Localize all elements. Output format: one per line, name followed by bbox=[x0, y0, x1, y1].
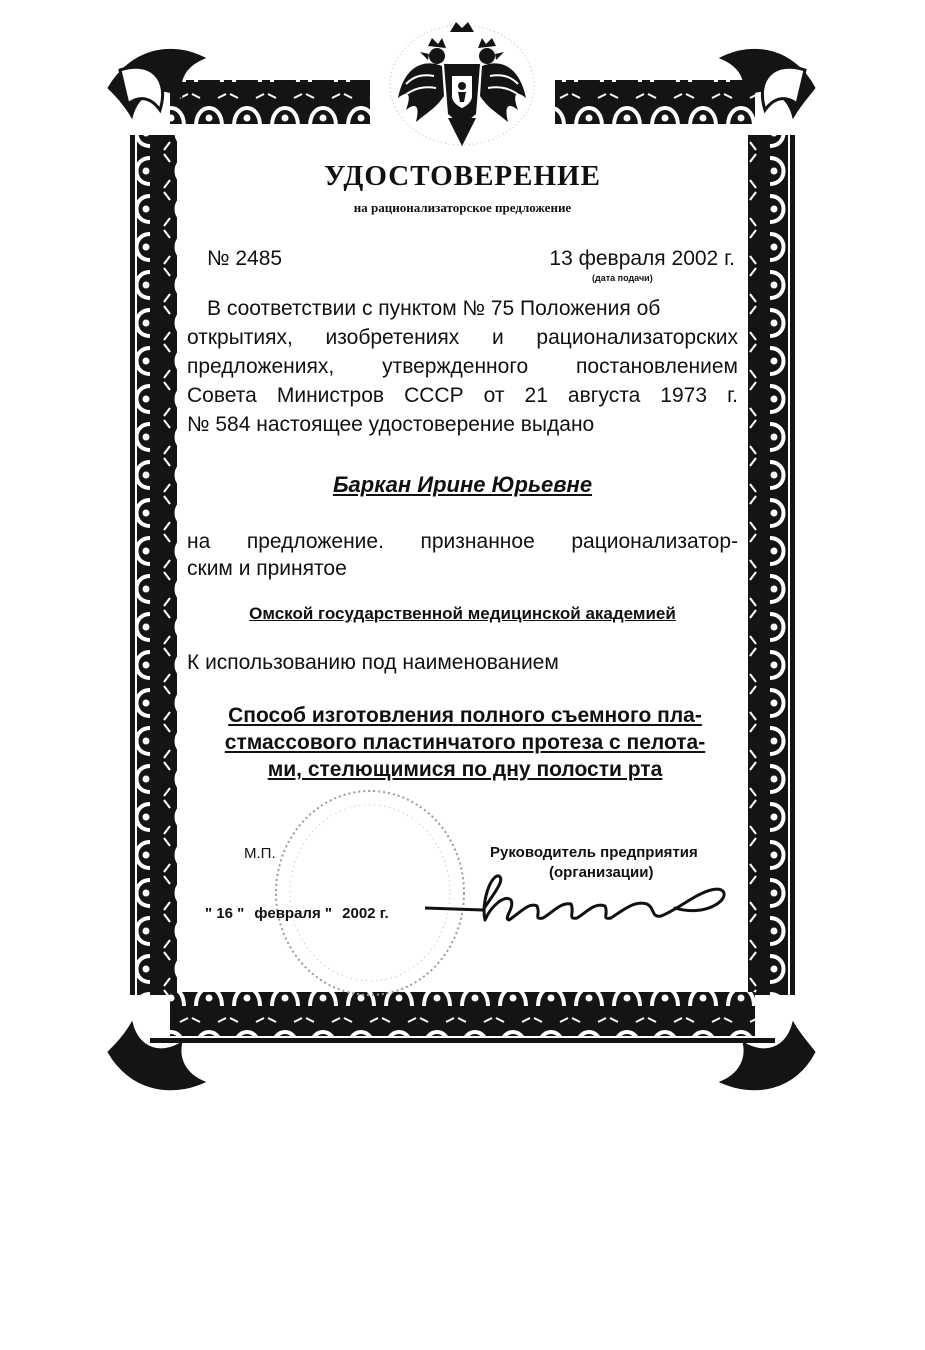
document-subtitle: на рационализаторское предложение bbox=[353, 200, 572, 215]
document-title: УДОСТОВЕРЕНИЕ bbox=[324, 160, 601, 192]
body-line-1: В соответствии с пунктом № 75 Положения об bbox=[207, 297, 661, 320]
signed-year: 2002 г. bbox=[342, 905, 389, 922]
filing-date: 13 февраля 2002 г. bbox=[549, 247, 735, 270]
organization-name: Омской государственной медицинской академией bbox=[249, 604, 676, 623]
proposal-line-1: Способ изготовления полного съемного пла- bbox=[228, 704, 702, 727]
recipient-name: Баркан Ирине Юрьевне bbox=[332, 472, 593, 497]
signed-month: февраля " bbox=[254, 905, 332, 922]
accepted-line-2: ским и принятое bbox=[187, 557, 347, 580]
signature bbox=[425, 872, 735, 932]
body-line-2: открытиях, изобретениях и рационализаторских bbox=[187, 326, 738, 349]
body-line-3: предложениях, утвержденного постановлением bbox=[187, 355, 738, 378]
usage-text: К использованию под наименованием bbox=[187, 651, 559, 674]
accepted-line-1: на предложение. признанное рационализатор- bbox=[187, 530, 738, 553]
stamp-label: М.П. bbox=[244, 845, 276, 862]
head-label-line1: Руководитель предприятия bbox=[490, 844, 698, 861]
proposal-line-2: стмассового пластинчатого протеза с пелота- bbox=[224, 731, 706, 754]
head-label-line2: (организации) bbox=[549, 864, 654, 881]
body-line-4: Совета Министров СССР от 21 августа 1973 г. bbox=[187, 384, 738, 407]
proposal-line-3: ми, стелющимися по дну полости рта bbox=[267, 758, 663, 781]
certificate-number: № 2485 bbox=[207, 247, 283, 270]
body-line-5: № 584 настоящее удостоверение выдано bbox=[187, 413, 595, 436]
filing-date-note: (дата подачи) bbox=[592, 273, 653, 283]
double-headed-eagle-icon bbox=[392, 18, 532, 150]
signed-date bbox=[205, 905, 389, 922]
signed-day: " 16 " bbox=[205, 905, 245, 922]
